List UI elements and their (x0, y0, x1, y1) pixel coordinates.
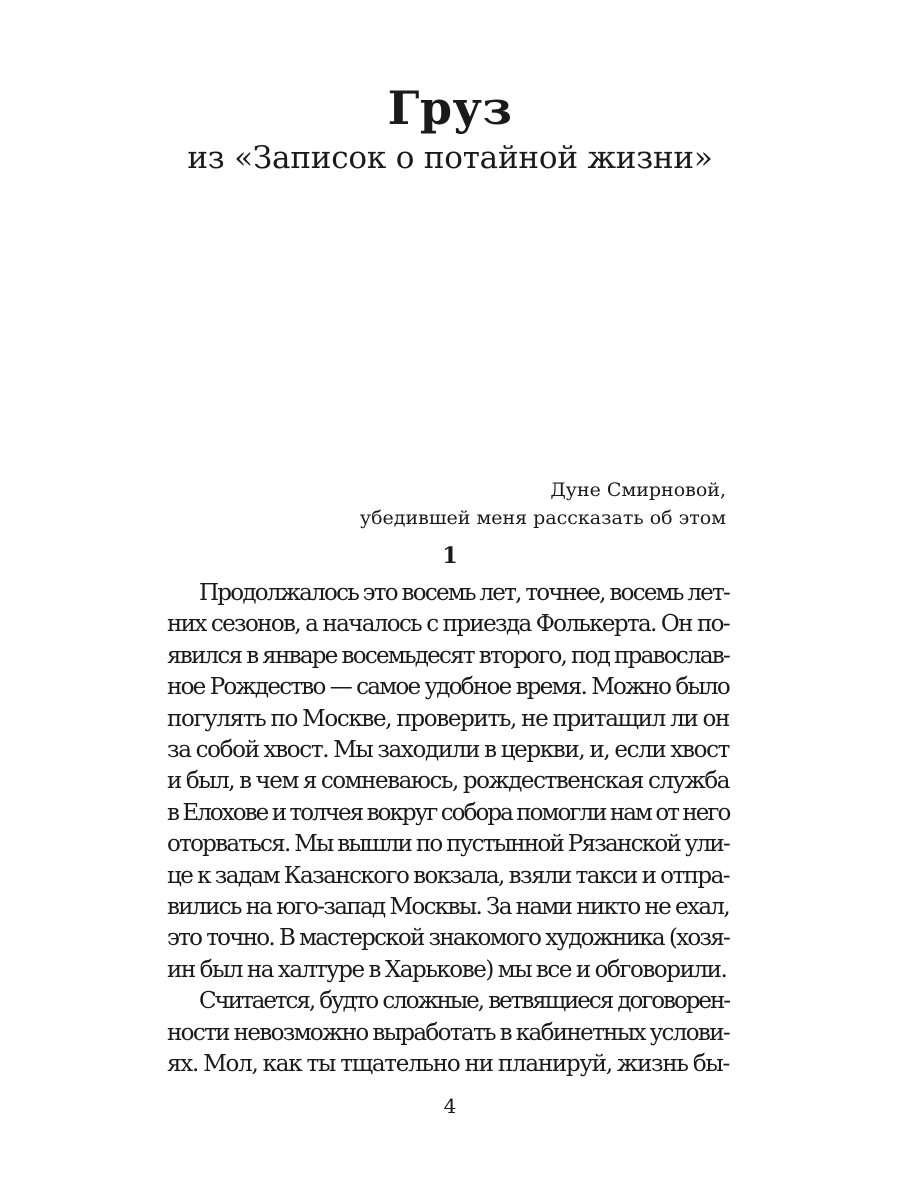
text-line: в Елохове и толчея вокруг собора помогли нам от него (167, 799, 730, 826)
text-line: вились на юго-запад Москвы. За нами никто не ехал, (167, 894, 729, 921)
text-line: Считается, будто сложные, ветвящиеся договорен- (199, 988, 729, 1015)
dedication-line: убедившей меня рассказать об этом (359, 507, 726, 529)
chapter-subtitle: из «Записок о потайной жизни» (187, 140, 713, 176)
section-number: 1 (442, 543, 458, 569)
text-line: погулять по Москве, проверить, не притащил ли он (167, 705, 729, 732)
text-line: ное Рождество — самое удобное время. Можно было (167, 674, 729, 701)
text-line: ях. Мол, как ты тщательно ни планируй, жизнь бы- (167, 1051, 729, 1078)
text-line: за собой хвост. Мы заходили в церкви, и, если хвост (167, 737, 729, 764)
text-line: это точно. В мастерской знакомого художника (хозя- (167, 925, 729, 952)
dedication (206, 476, 726, 532)
text-line: ин был на халтуре в Харькове) мы все и обговорили. (167, 956, 727, 983)
body-text (167, 578, 729, 1081)
text-line: це к задам Казанского вокзала, взяли такси и отпра- (167, 862, 729, 889)
text-line: ности невозможно выработать в кабинетных услови- (167, 1019, 729, 1046)
dedication-line: Дуне Смирновой, (550, 479, 726, 501)
text-line: них сезонов, а началось с приезда Фолькерта. Он по- (167, 611, 729, 638)
text-line: оторваться. Мы вышли по пустынной Рязанской ули- (167, 831, 729, 858)
text-line: Продолжалось это восемь лет, точнее, восемь лет- (199, 580, 729, 606)
text-line: явился в январе восемьдесят второго, под православ- (167, 642, 729, 669)
chapter-title: Груз (387, 81, 513, 135)
text-line: и был, в чем я сомневаюсь, рождественская служба (167, 768, 729, 795)
page-number: 4 (443, 1094, 457, 1118)
